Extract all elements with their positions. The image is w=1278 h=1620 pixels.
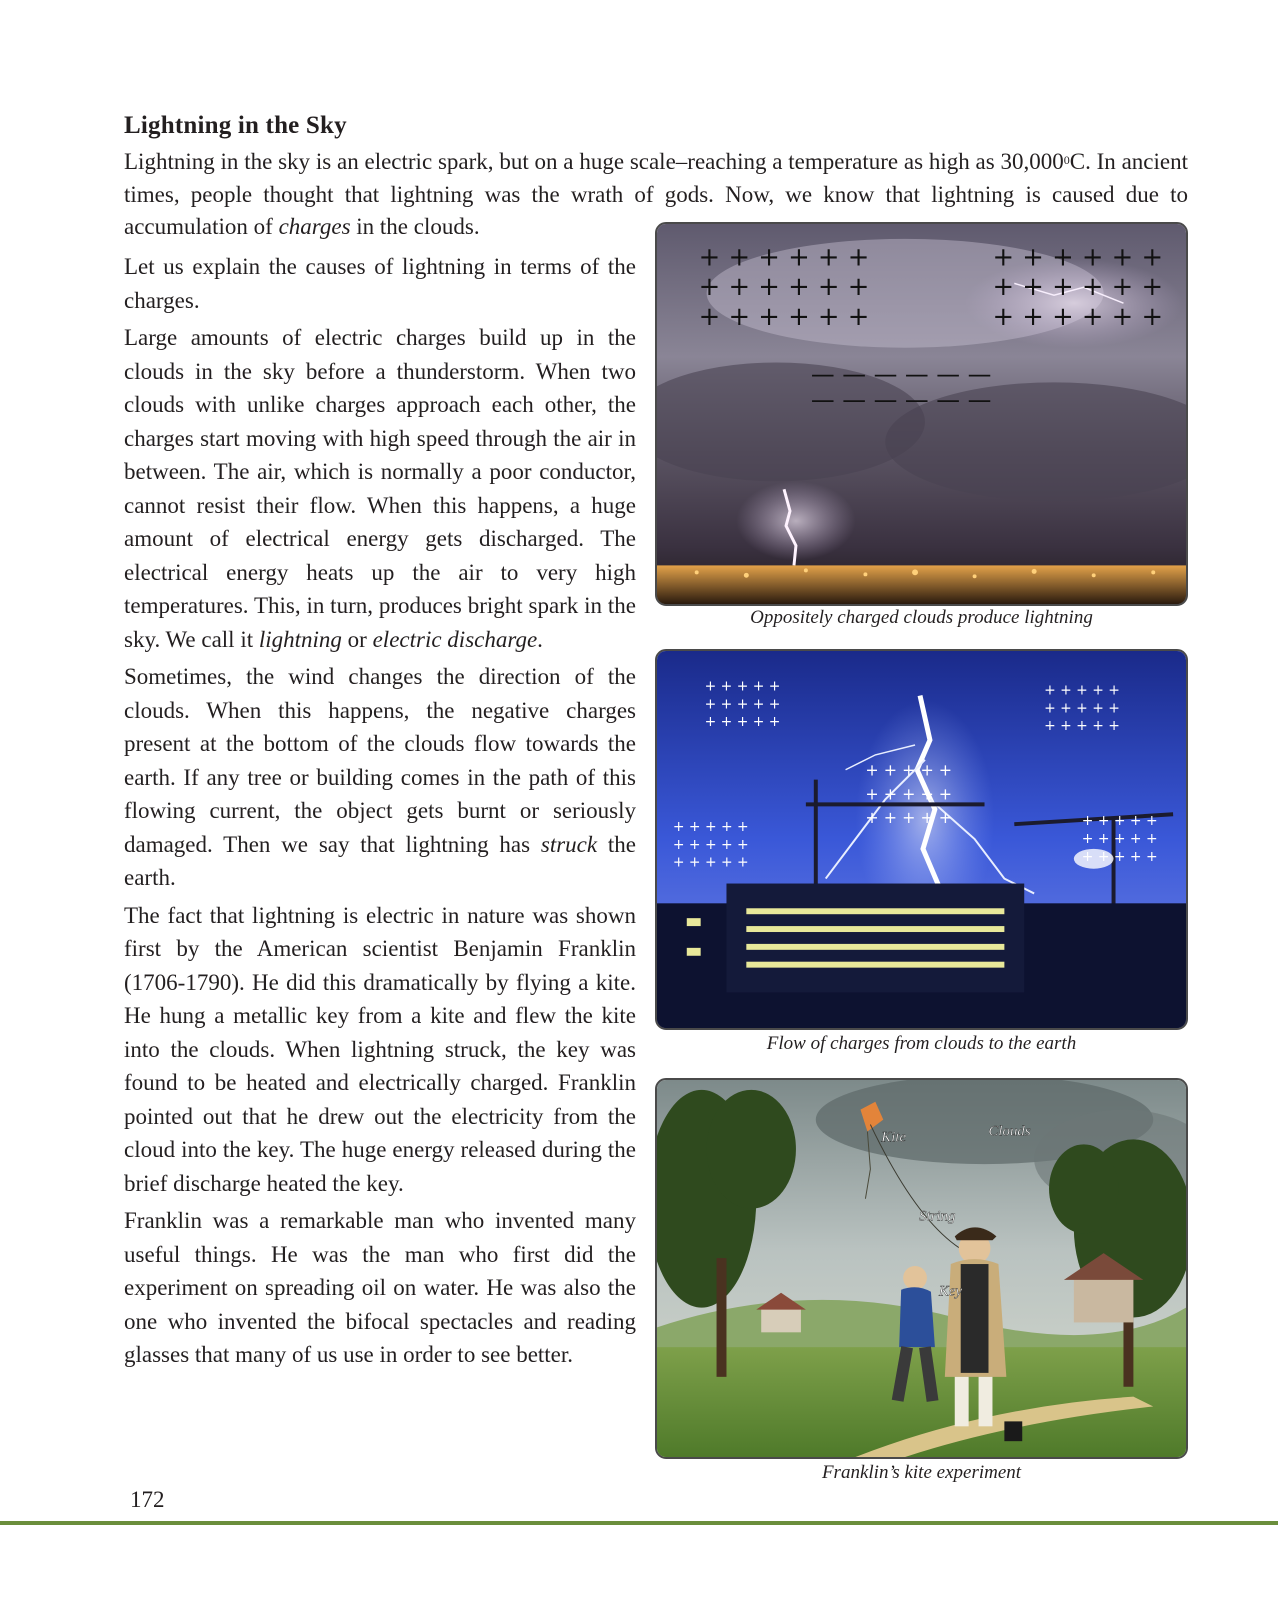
caption-flow-of-charges: Flow of charges from clouds to the earth [766,1033,1077,1054]
label-clouds: Clouds [988,1123,1031,1140]
paragraph-discharge: Large amounts of electric charges build up in the clouds in the sky before a thunderstorm. When two clouds with unlike charges approach each other, the charges start moving with high speed through the air in between. The air, which is normally a poor conductor, cannot resist their flow. When this happens, a huge amount of electrical energy gets discharged. The electrical energy heats up the air to very high temperatures. This, in turn, produces bright spark in the sky. We call it lightning or electric discharge. [124,325,636,652]
plus-charges-a-row-3: + + + + + [704,714,781,731]
charged-clouds-image [657,224,1186,604]
plus-charges-b-row-2: + + + + + [1044,700,1120,717]
plus-charges-left-row-3: + + + + + + [698,301,870,332]
plus-charges-left-row-2: + + + + + + [698,272,870,303]
paragraph-franklin-inventions: Franklin was a remarkable man who invented many useful things. He was the man who first did the experiment on spreading oil on water. He was also the one who invented the bifocal spectacles and reading glasses that many of us use in order to see better. [124,1208,636,1367]
figure-charged-clouds [655,222,1188,606]
plus-charges-d-row-3: + + + + + [672,854,749,871]
paragraph-franklin-kite: The fact that lightning is electric in nature was shown first by the American scientist Benjamin Franklin (1706-1790). He did this dramatically by flying a kite. He hung a metallic key from a kite and flew the kite into the clouds. When lightning struck, the key was found to be heated and electrically charged. Franklin pointed out that he drew out the electricity from the cloud into the key. The huge energy released during the brief discharge heated the key. [124,902,636,1196]
figure-franklin-kite [655,1078,1188,1459]
figure-flow-of-charges [655,649,1188,1030]
body-column [124,250,636,1376]
franklin-kite-image [657,1080,1186,1457]
plus-charges-e-row-3: + + + + + [1081,848,1158,865]
plus-charges-e-row-2: + + + + + [1081,830,1158,847]
plus-charges-a-row-2: + + + + + [704,696,781,713]
plus-charges-right-row-3: + + + + + + [992,301,1164,332]
label-string: String [919,1208,956,1225]
section-heading: Lightning in the Sky [124,112,347,139]
plus-charges-c-row-1: + + + + + [865,760,953,780]
label-key: Key [938,1283,963,1300]
plus-charges-d-row-1: + + + + + [672,819,749,836]
page-number: 172 [130,1487,165,1512]
minus-charges-row-1: — — — — — — [810,360,992,389]
intro-paragraph: Lightning in the sky is an electric spark, but on a huge scale–reaching a temperature as high as 30,000$^0$C. In ancient times, people thought that lightning was the wrath of gods. Now, we know that lightning is caused due to accumulation of charges in the clouds. [124,149,1189,239]
caption-charged-clouds: Oppositely charged clouds produce lightning [750,607,1093,628]
footer-rule [0,1521,1278,1525]
label-kite: Kite [881,1129,907,1146]
flow-of-charges-image [657,651,1186,1028]
minus-charges-row-2: — — — — — — [810,386,992,415]
paragraph-struck: Sometimes, the wind changes the direction of the clouds. When this happens, the negative charges present at the bottom of the clouds flow towards the earth. If any tree or building comes in the path of this flowing current, the object gets burnt or seriously damaged. Then we say that lightning has struck the earth. [124,664,636,890]
plus-charges-a-row-1: + + + + + [704,678,781,695]
plus-charges-right-row-2: + + + + + + [992,272,1164,303]
plus-charges-c-row-3: + + + + + [865,808,953,828]
plus-charges-d-row-2: + + + + + [672,836,749,853]
plus-charges-c-row-2: + + + + + [865,784,953,804]
paragraph-causes: Let us explain the causes of lightning in terms of the charges. [124,254,636,313]
degree-superscript: 0 [1063,153,1070,167]
plus-charges-b-row-3: + + + + + [1044,718,1120,735]
caption-franklin-kite: Franklin’s kite experiment [821,1462,1022,1483]
plus-charges-right-row-1: + + + + + + [992,242,1164,273]
plus-charges-e-row-1: + + + + + [1081,813,1158,830]
plus-charges-left-row-1: + + + + + + [698,242,870,273]
plus-charges-b-row-1: + + + + + [1044,682,1120,699]
